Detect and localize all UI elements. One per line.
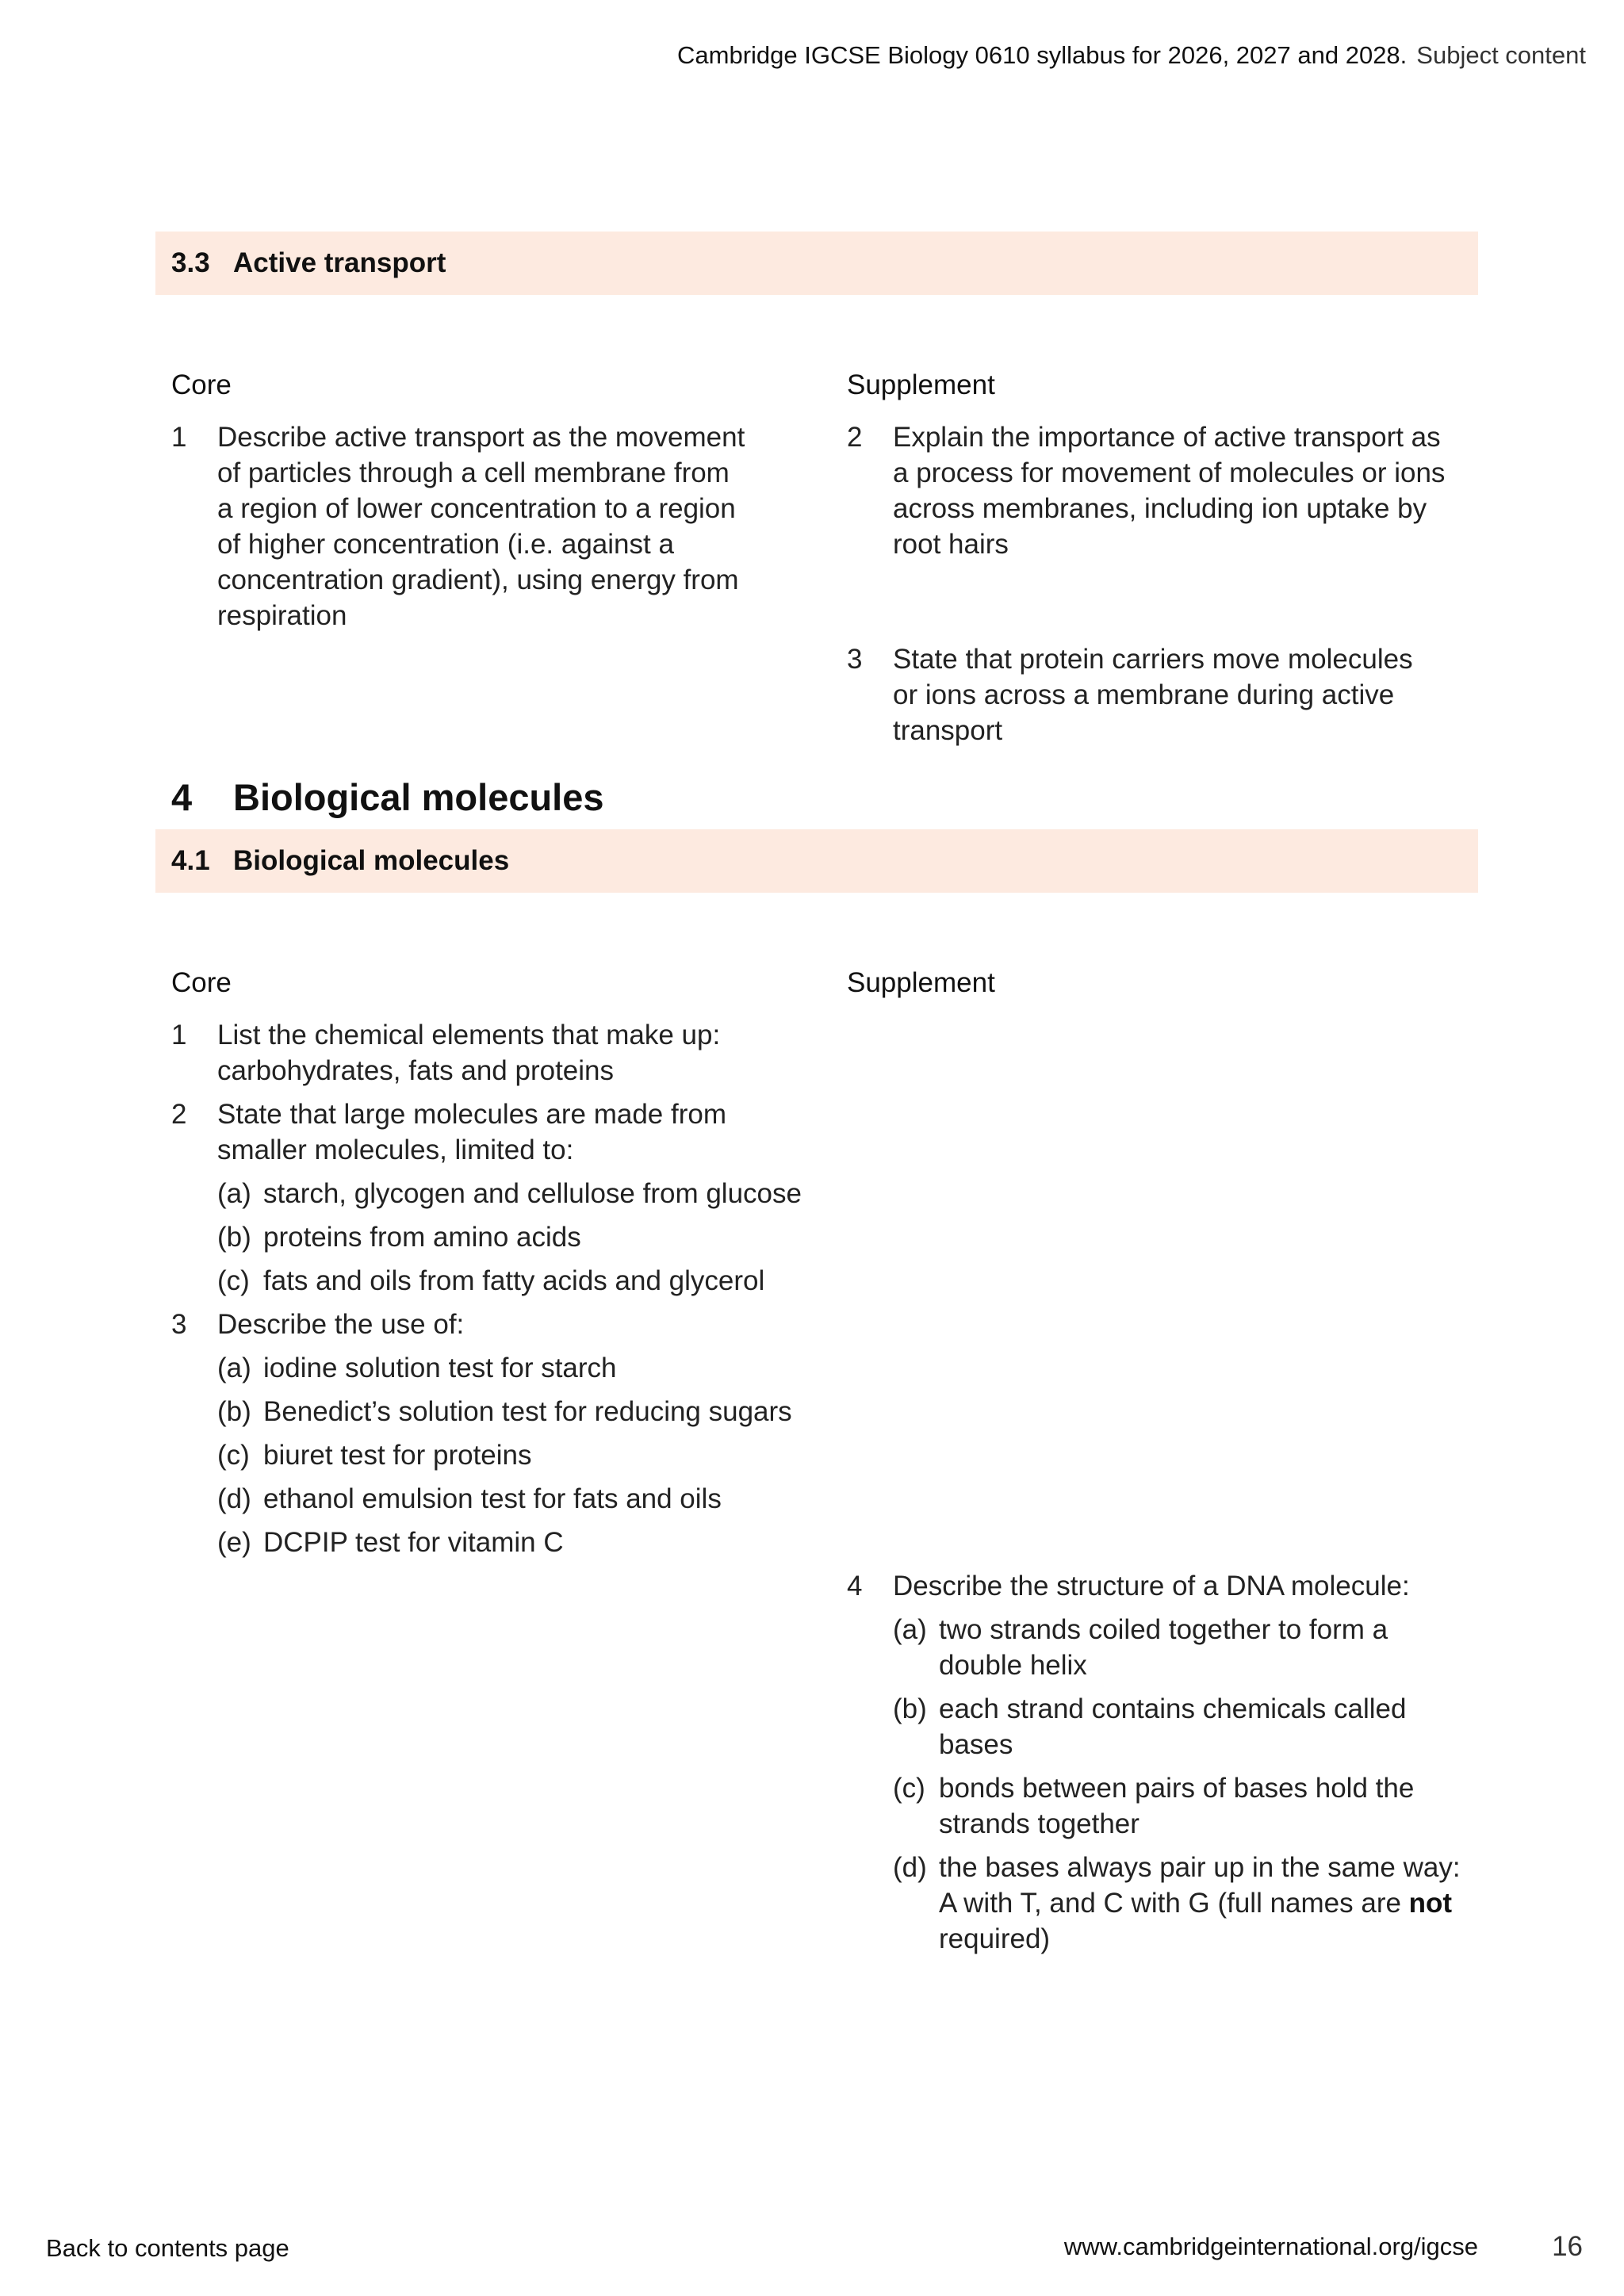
sub-text: iodine solution test for starch: [263, 1353, 617, 1383]
sub-letter: (d): [893, 1852, 927, 1883]
sub-letter: (b): [217, 1396, 251, 1427]
item-line: carbohydrates, fats and proteins: [217, 1055, 615, 1086]
item-line: List the chemical elements that make up:: [217, 1020, 721, 1050]
supplement-heading: Supplement: [847, 369, 995, 400]
header-doc-title: Cambridge IGCSE Biology 0610 syllabus for 2026, 2027 and 2028.: [677, 41, 1408, 69]
website-link[interactable]: www.cambridgeinternational.org/igcse: [1063, 2233, 1478, 2260]
sub-text: proteins from amino acids: [263, 1222, 581, 1253]
emphasis-not: not: [1408, 1888, 1453, 1919]
sub-letter: (e): [217, 1527, 251, 1558]
sub-text: fats and oils from fatty acids and glycerol: [263, 1265, 765, 1296]
core-heading: Core: [171, 967, 232, 998]
item-text: [217, 1096, 726, 1168]
sub-text: biuret test for proteins: [263, 1440, 532, 1471]
sub-text: ethanol emulsion test for fats and oils: [263, 1483, 722, 1514]
item-number: 3: [171, 1309, 187, 1340]
chapter-title: [171, 775, 604, 820]
sub-letter: (a): [217, 1178, 251, 1209]
item-line: a region of lower concentration to a region: [217, 493, 736, 524]
sub-text: Benedict’s solution test for reducing sugars: [263, 1396, 792, 1427]
sub-letter: (a): [217, 1353, 251, 1383]
sub-text: [939, 1612, 1388, 1683]
item-line: State that large molecules are made from: [217, 1099, 726, 1130]
item-line: Describe active transport as the movement: [217, 422, 745, 453]
sub-line-text: A with T, and C with G (full names are: [939, 1888, 1409, 1919]
sub-line: [939, 1885, 1461, 1921]
section-number: 4.1: [171, 845, 210, 876]
item-number: 4: [847, 1571, 863, 1601]
item-text: [217, 419, 745, 633]
sub-letter: (c): [893, 1773, 925, 1804]
item-text: [217, 1017, 720, 1089]
section-4-1: [155, 829, 1478, 1955]
item-text: [893, 641, 1413, 748]
chapter-title-text: Biological molecules: [233, 776, 604, 818]
item-line: transport: [893, 715, 1003, 746]
sub-text: starch, glycogen and cellulose from glucose: [263, 1178, 802, 1209]
item-text: [893, 419, 1445, 562]
sub-letter: (b): [893, 1693, 927, 1724]
item-line: smaller molecules, limited to:: [217, 1135, 574, 1165]
item-line: of higher concentration (i.e. against a: [217, 529, 674, 560]
sub-line: double helix: [939, 1650, 1087, 1681]
sub-letter: (b): [217, 1222, 251, 1253]
item-line: a process for movement of molecules or ions: [893, 457, 1446, 488]
sub-text: DCPIP test for vitamin C: [263, 1527, 564, 1558]
section-4-1-band: [155, 829, 1478, 893]
section-title: Biological molecules: [233, 845, 510, 876]
item-line: across membranes, including ion uptake by: [893, 493, 1427, 524]
item-number: 1: [171, 1020, 187, 1050]
supplement-heading: Supplement: [847, 967, 995, 998]
item-line: Describe the use of:: [217, 1309, 465, 1340]
section-3-3-band: [155, 232, 1478, 295]
item-line: or ions across a membrane during active: [893, 679, 1395, 710]
header-section: Subject content: [1416, 41, 1586, 69]
item-number: 3: [847, 644, 863, 675]
item-line: of particles through a cell membrane from: [217, 457, 730, 488]
sub-letter: (d): [217, 1483, 251, 1514]
item-line: root hairs: [893, 529, 1009, 560]
item-number: 2: [847, 422, 863, 453]
sub-text: [939, 1691, 1406, 1762]
item-line: Explain the importance of active transport as: [893, 422, 1441, 453]
running-header: [677, 40, 1586, 71]
sub-line: required): [939, 1923, 1051, 1954]
sub-line: bases: [939, 1729, 1013, 1760]
sub-line: each strand contains chemicals called: [939, 1693, 1407, 1724]
chapter-number: 4: [171, 776, 193, 818]
item-line: respiration: [217, 600, 347, 631]
section-3-3: [155, 232, 1478, 746]
item-line: concentration gradient), using energy from: [217, 564, 739, 595]
item-number: 1: [171, 422, 187, 453]
item-line: State that protein carriers move molecules: [893, 644, 1413, 675]
sub-text: [939, 1850, 1461, 1957]
sub-text: [939, 1770, 1414, 1842]
sub-line: bonds between pairs of bases hold the: [939, 1773, 1415, 1804]
sub-letter: (c): [217, 1440, 250, 1471]
sub-line: the bases always pair up in the same way:: [939, 1852, 1461, 1883]
core-heading: Core: [171, 369, 232, 400]
sub-letter: (a): [893, 1614, 927, 1645]
sub-line: two strands coiled together to form a: [939, 1614, 1388, 1645]
sub-letter: (c): [217, 1265, 250, 1296]
item-line: Describe the structure of a DNA molecule:: [893, 1571, 1410, 1601]
back-to-contents-link[interactable]: Back to contents page: [46, 2234, 289, 2262]
item-number: 2: [171, 1099, 187, 1130]
section-title: Active transport: [233, 247, 446, 278]
sub-line: strands together: [939, 1808, 1139, 1839]
section-number: 3.3: [171, 247, 210, 278]
page-number: 16: [1552, 2231, 1583, 2262]
item-text: [893, 1568, 1410, 1604]
item-text: [217, 1307, 464, 1342]
